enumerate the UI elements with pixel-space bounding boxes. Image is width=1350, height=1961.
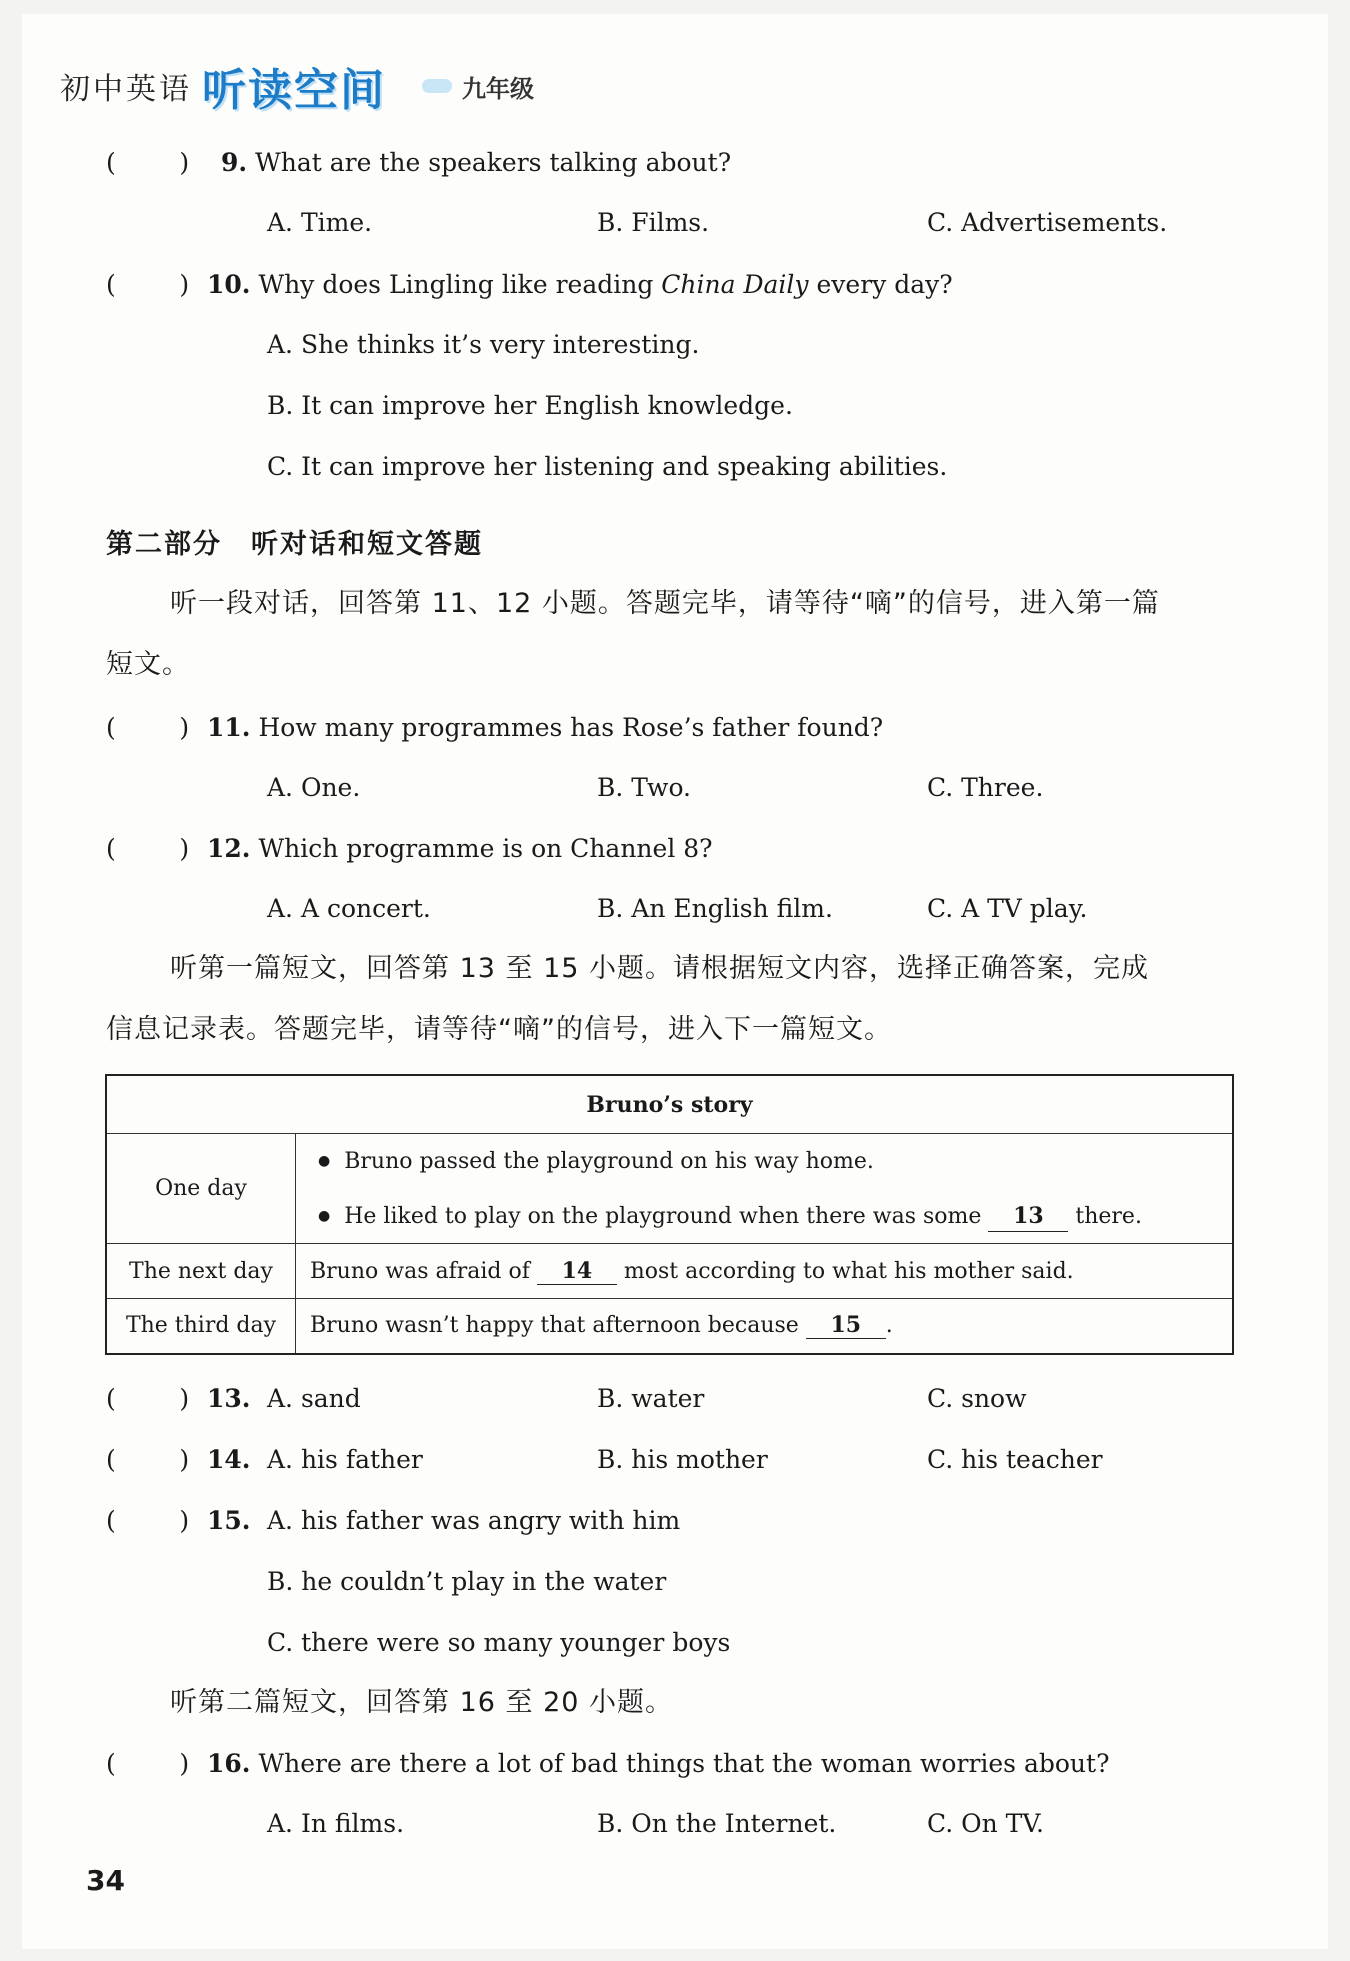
option-a: A. She thinks it’s very interesting. [267, 330, 700, 359]
answer-bracket[interactable]: ( ) [106, 1445, 190, 1474]
bullet-text: He liked to play on the playground when there was some [344, 1203, 989, 1229]
blank-15[interactable]: 15 [806, 1312, 886, 1339]
option-a: A. his father [267, 1445, 423, 1474]
question-number: 10. [207, 270, 251, 299]
row-content [296, 1244, 1234, 1299]
option-c: C. there were so many younger boys [267, 1628, 731, 1657]
row-text-end: most according to what his mother said. [616, 1258, 1074, 1284]
answer-bracket[interactable]: ( ) [106, 1506, 190, 1535]
question-text-end: every day? [808, 270, 953, 299]
book-title: 听读空间 [202, 65, 386, 116]
question-number: 13. [207, 1384, 251, 1413]
answer-bracket[interactable]: ( ) [106, 1749, 190, 1778]
page-number: 34 [86, 1864, 125, 1897]
blank-14[interactable]: 14 [537, 1258, 617, 1285]
series-name: 初中英语 [60, 72, 192, 107]
option-c: C. Advertisements. [927, 208, 1168, 237]
answer-bracket[interactable]: ( ) [106, 148, 190, 177]
question-text: What are the speakers talking about? [255, 148, 732, 177]
option-b: B. On the Internet. [597, 1809, 837, 1838]
cloud-icon [422, 79, 452, 93]
question-number: 15. [207, 1506, 251, 1535]
table-title: Bruno’s story [106, 1075, 1233, 1134]
instruction-line: 短文。 [106, 649, 190, 680]
option-b: B. water [597, 1384, 705, 1413]
option-c: C. Three. [927, 773, 1044, 802]
option-c: C. It can improve her listening and speaking abilities. [267, 452, 948, 481]
question-number: 16. [207, 1749, 251, 1778]
question-number: 14. [207, 1445, 251, 1474]
question-9 [221, 146, 731, 180]
question-number: 9. [221, 148, 248, 177]
question-11 [207, 711, 883, 745]
question-number: 11. [207, 713, 251, 742]
row-label: The third day [106, 1299, 296, 1354]
bullet-item [310, 1146, 1231, 1177]
blank-13[interactable]: 13 [988, 1201, 1068, 1232]
row-text-end: . [885, 1313, 893, 1339]
answer-bracket[interactable]: ( ) [106, 713, 190, 742]
question-10 [207, 268, 953, 302]
option-b: B. It can improve her English knowledge. [267, 391, 793, 420]
option-c: C. snow [927, 1384, 1027, 1413]
option-a: A. sand [267, 1384, 361, 1413]
instruction-line: 听第一篇短文，回答第 13 至 15 小题。请根据短文内容，选择正确答案，完成 [170, 953, 1150, 984]
row-label: The next day [106, 1244, 296, 1299]
option-c: C. his teacher [927, 1445, 1103, 1474]
question-number: 12. [207, 834, 251, 863]
option-a: A. In films. [267, 1809, 405, 1838]
row-label: One day [106, 1134, 296, 1244]
option-c: C. On TV. [927, 1809, 1044, 1838]
instruction-line: 听一段对话，回答第 11、12 小题。答题完毕，请等待“嘀”的信号，进入第一篇 [170, 588, 1160, 619]
table-row [106, 1134, 1233, 1244]
row-text: Bruno was afraid of [310, 1258, 537, 1284]
answer-bracket[interactable]: ( ) [106, 834, 190, 863]
question-text: Why does Lingling like reading [258, 270, 662, 299]
grade-label: 九年级 [462, 74, 534, 103]
instruction-line: 信息记录表。答题完毕，请等待“嘀”的信号，进入下一篇短文。 [106, 1014, 892, 1045]
option-a: A. his father was angry with him [267, 1506, 681, 1535]
bullet-text-end: there. [1068, 1203, 1142, 1229]
instruction-line: 听第二篇短文，回答第 16 至 20 小题。 [170, 1687, 674, 1718]
info-table [105, 1074, 1234, 1355]
header [60, 56, 534, 116]
section-title: 第二部分 听对话和短文答题 [106, 529, 483, 560]
question-12 [207, 832, 713, 866]
option-b: B. his mother [597, 1445, 768, 1474]
option-a: A. Time. [267, 208, 373, 237]
table-row [106, 1299, 1233, 1354]
answer-bracket[interactable]: ( ) [106, 1384, 190, 1413]
question-text: Where are there a lot of bad things that the woman worries about? [258, 1749, 1110, 1778]
row-content [296, 1299, 1234, 1354]
answer-bracket[interactable]: ( ) [106, 270, 190, 299]
option-b: B. An English film. [597, 894, 833, 923]
option-b: B. Two. [597, 773, 692, 802]
row-text: Bruno wasn’t happy that afternoon because [310, 1313, 806, 1339]
question-16 [207, 1747, 1109, 1781]
option-c: C. A TV play. [927, 894, 1088, 923]
table-row [106, 1244, 1233, 1299]
question-text: Which programme is on Channel 8? [258, 834, 713, 863]
option-a: A. One. [267, 773, 361, 802]
option-b: B. he couldn’t play in the water [267, 1567, 667, 1596]
publication-title: China Daily [661, 270, 809, 299]
row-content [296, 1134, 1234, 1244]
option-b: B. Films. [597, 208, 710, 237]
option-a: A. A concert. [267, 894, 431, 923]
bullet-text: Bruno passed the playground on his way home. [344, 1148, 874, 1174]
question-text: How many programmes has Rose’s father found? [258, 713, 884, 742]
bullet-item [310, 1201, 1231, 1232]
